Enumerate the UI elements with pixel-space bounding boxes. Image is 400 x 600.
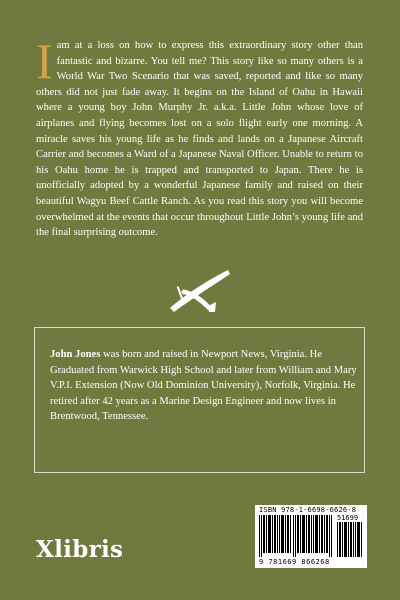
author-bio [50,347,357,425]
author-name: John Jones [50,349,101,360]
addon-number: 51699 [337,514,359,522]
book-blurb [36,33,363,241]
blurb-text: am at a loss on how to express this extraordinary story other than fantastic and bizarre. You tell me? This story like so many others is a World War Two Scenario that was saved, reported and like so many others did not just fade away. It begins on the Island of Oahu in Hawaii where a young boy John Murphy Jr. a.k.a. Little John whose love of airplanes and flying becomes lost on a solo flight early one morning. A miracle saves his young life as he finds and lands on a Japanese Aircraft Carrier and becomes a Ward of a Japanese Naval Officer. Unable to return to his Oahu home he is trapped and transported to Japan. There he is unofficially adopted by a wonderful Japanese family and raised on their beautiful Wagyu Beef Cattle Ranch. As you read this story you will become overwhelmed at the events that occur throughout Little John’s young life and the final surprising outcome. [36,40,363,239]
ean-number: 9 781669 866268 [259,558,330,566]
isbn-text: ISBN 978-1-6698-6626-8 [259,506,357,514]
barcode-icon [259,515,333,557]
drop-cap: I [36,33,53,89]
publisher-logo: Xlibris [36,536,124,563]
barcode [255,505,367,568]
airplane-icon [168,268,232,316]
author-bio-text: was born and raised in Newport News, Virginia. He Graduated from Warwick High School and later from William and Mary V.P.I. Extension (Now Old Dominion University), Norfolk, Virginia. He retired after 42 years as a Marine Design Engineer and now lives in Brentwood, Tennessee. [50,349,357,423]
addon-barcode-icon [337,522,363,557]
